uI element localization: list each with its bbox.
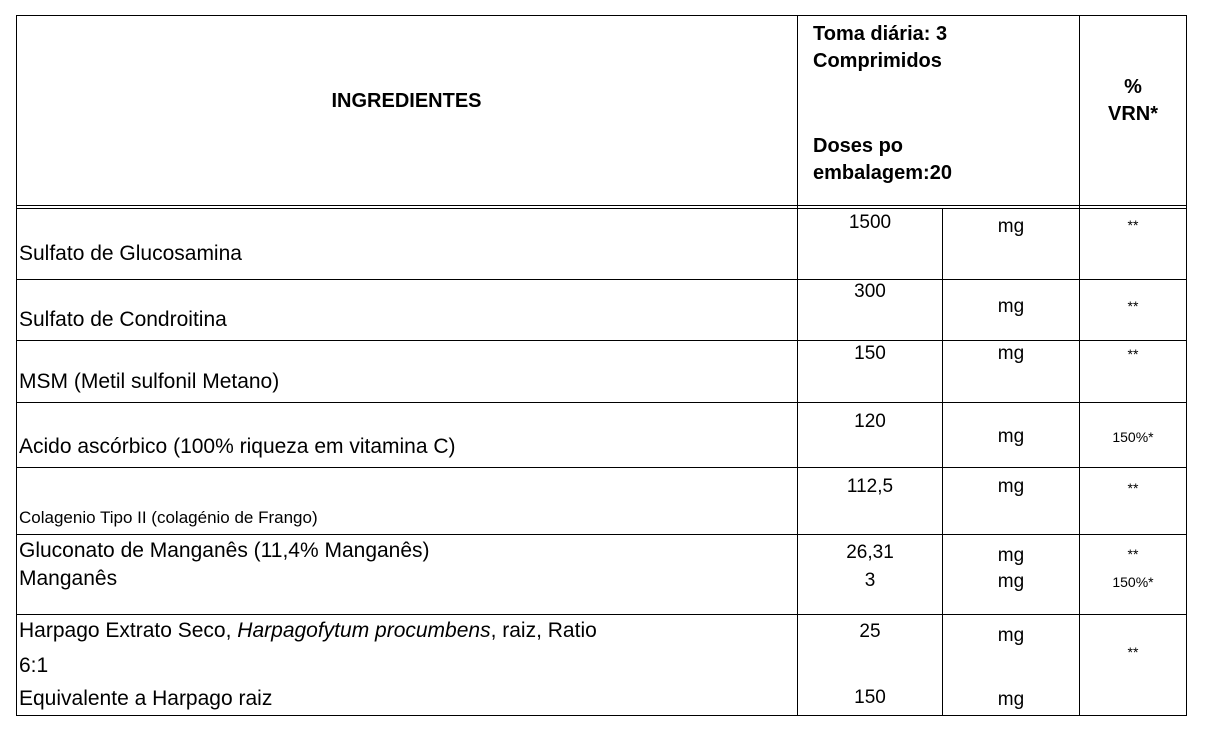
- ingredient-unit: mg: [997, 545, 1025, 566]
- header-daily-dose-line1: Toma diária: 3: [813, 23, 948, 45]
- ingredient-unit: mg: [997, 476, 1025, 497]
- ingredient-name: Colagenio Tipo II (colagénio de Frango): [19, 508, 318, 527]
- ingredient-amount: 150: [854, 343, 886, 364]
- ingredient-sub-unit: mg: [997, 571, 1025, 592]
- ingredient-amount: 112,5: [846, 476, 894, 497]
- ingredient-vrn: **: [1127, 298, 1139, 314]
- ingredient-vrn: 150%*: [1112, 429, 1154, 445]
- ingredient-sub-name: Equivalente a Harpago raiz: [19, 687, 273, 710]
- ingredient-name-prefix: Harpago Extrato Seco,: [19, 619, 238, 642]
- ingredient-name-scientific: Harpagofytum procumbens: [237, 619, 491, 642]
- ingredient-name-suffix: , raiz, Ratio: [490, 619, 597, 642]
- ingredient-name: Gluconato de Manganês (11,4% Manganês): [19, 539, 430, 562]
- ingredient-amount: 25: [859, 621, 881, 642]
- ingredient-sub-amount: 150: [854, 687, 886, 708]
- ingredient-amount: 1500: [848, 212, 892, 233]
- header-vrn-line2: VRN*: [1107, 103, 1158, 125]
- ingredient-amount: 120: [854, 411, 886, 432]
- ingredient-vrn: **: [1127, 346, 1139, 362]
- ingredient-vrn: **: [1127, 480, 1139, 496]
- ingredient-name: Sulfato de Glucosamina: [19, 242, 242, 265]
- header-vrn-line1: %: [1124, 76, 1142, 98]
- header-daily-dose-line2: Comprimidos: [813, 50, 942, 72]
- ingredient-vrn: **: [1127, 546, 1139, 562]
- ingredient-unit: mg: [997, 343, 1025, 364]
- ingredient-unit: mg: [997, 216, 1025, 237]
- ingredient-vrn: **: [1127, 644, 1139, 660]
- ingredient-sub-name: Manganês: [19, 567, 118, 590]
- ingredient-amount: 300: [854, 281, 886, 302]
- ingredient-name: Acido ascórbico (100% riqueza em vitamina C): [19, 435, 456, 458]
- header-doses-line1: Doses po: [813, 135, 904, 157]
- ingredient-name: MSM (Metil sulfonil Metano): [19, 370, 280, 393]
- ingredient-name-line2: 6:1: [19, 654, 49, 677]
- header-ingredients: INGREDIENTES: [331, 90, 482, 112]
- ingredient-unit: mg: [997, 625, 1025, 646]
- header-doses-line2: embalagem:20: [813, 162, 952, 184]
- ingredient-unit: mg: [997, 426, 1025, 447]
- ingredients-table: [16, 15, 1187, 716]
- ingredient-name: [19, 620, 597, 641]
- ingredient-sub-vrn: 150%*: [1112, 574, 1154, 590]
- ingredient-name: Sulfato de Condroitina: [19, 308, 227, 331]
- ingredient-unit: mg: [997, 296, 1025, 317]
- ingredient-sub-amount: 3: [864, 570, 876, 591]
- ingredient-amount: 26,31: [846, 542, 894, 563]
- ingredient-sub-unit: mg: [997, 689, 1025, 710]
- ingredient-vrn: **: [1127, 217, 1139, 233]
